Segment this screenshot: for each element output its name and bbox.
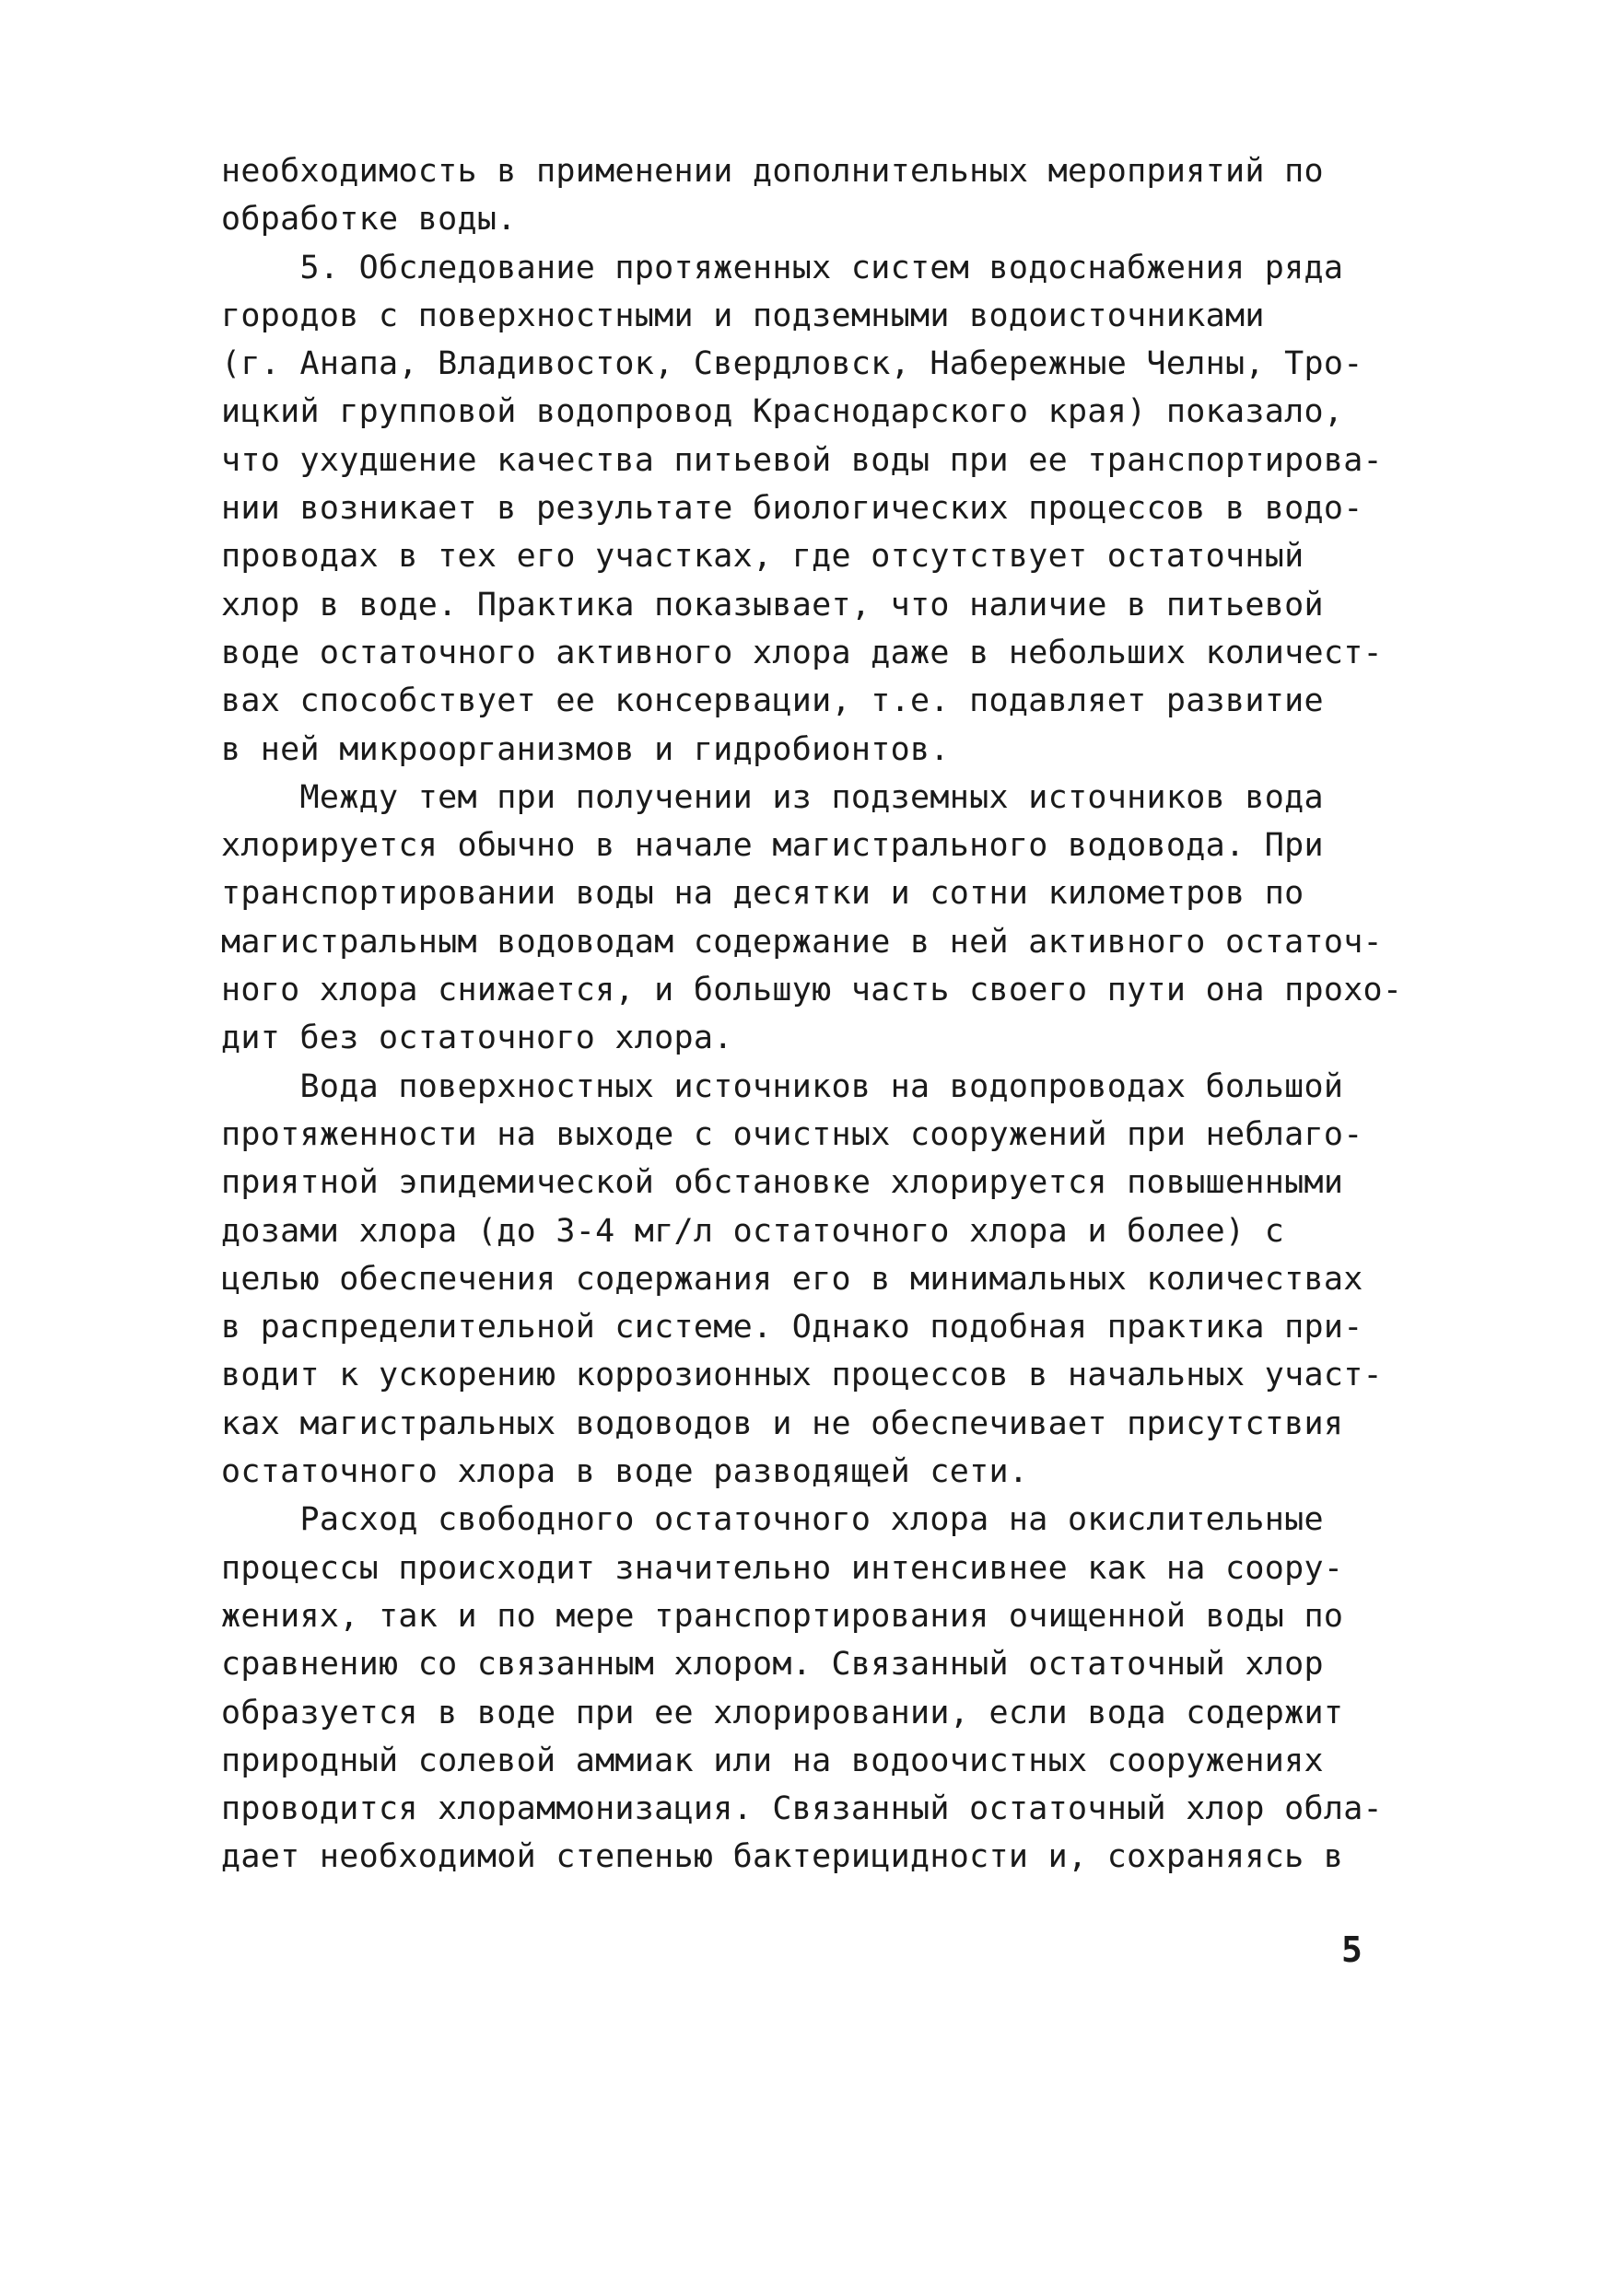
text-line: целью обеспечения содержания его в минимальных количествах xyxy=(221,1260,1363,1298)
text-line: нии возникает в результате биологических процессов в водо- xyxy=(221,490,1363,528)
text-line: сравнению со связанным хлором. Связанный остаточный хлор xyxy=(221,1646,1324,1684)
text-line: хлорируется обычно в начале магистрального водовода. При xyxy=(221,827,1324,865)
text-line: приятной эпидемической обстановке хлорируется повышенными xyxy=(221,1164,1344,1202)
body-text xyxy=(221,147,1456,1882)
text-line: воде остаточного активного хлора даже в небольших количест- xyxy=(221,634,1383,671)
text-line: магистральным водоводам содержание в ней активного остаточ- xyxy=(221,923,1383,961)
text-line: протяженности на выходе с очистных сооружений при неблаго- xyxy=(221,1115,1363,1153)
text-line: процессы происходит значительно интенсивнее как на соору- xyxy=(221,1549,1344,1587)
text-line: (г. Анапа, Владивосток, Свердловск, Набережные Челны, Тро- xyxy=(221,345,1363,383)
text-line: водит к ускорению коррозионных процессов в начальных участ- xyxy=(221,1357,1383,1394)
text-line: транспортировании воды на десятки и сотни километров по xyxy=(221,875,1304,913)
text-line: что ухудшение качества питьевой воды при ее транспортирова- xyxy=(221,441,1383,479)
text-line: необходимость в применении дополнительных мероприятий по xyxy=(221,153,1324,190)
text-line: образуется в воде при ее хлорировании, если вода содержит xyxy=(221,1694,1344,1731)
text-line: Расход свободного остаточного хлора на окислительные xyxy=(221,1501,1324,1539)
text-line: природный солевой аммиак или на водоочистных сооружениях xyxy=(221,1742,1324,1779)
text-line: вах способствует ее консервации, т.е. подавляет развитие xyxy=(221,682,1324,720)
text-line: Вода поверхностных источников на водопроводах большой xyxy=(221,1067,1344,1105)
text-line: в распределительной системе. Однако подобная практика при- xyxy=(221,1309,1363,1346)
text-line: дает необходимой степенью бактерицидности и, сохраняясь в xyxy=(221,1838,1344,1876)
text-line: ицкий групповой водопровод Краснодарского края) показало, xyxy=(221,393,1344,431)
text-line: в ней микроорганизмов и гидробионтов. xyxy=(221,730,950,768)
text-line: ного хлора снижается, и большую часть своего пути она прохо- xyxy=(221,972,1403,1009)
text-line: остаточного хлора в воде разводящей сети. xyxy=(221,1453,1029,1491)
text-line: 5. Обследование протяженных систем водоснабжения ряда xyxy=(221,249,1344,286)
text-line: ках магистральных водоводов и не обеспечивает присутствия xyxy=(221,1404,1344,1442)
text-line: дозами хлора (до 3-4 мг/л остаточного хлора и более) с xyxy=(221,1212,1285,1250)
text-line: проводится хлораммонизация. Связанный остаточный хлор обла- xyxy=(221,1790,1383,1828)
text-line: проводах в тех его участках, где отсутствует остаточный xyxy=(221,538,1304,576)
text-line: Между тем при получении из подземных источников вода xyxy=(221,778,1324,816)
text-line: городов с поверхностными и подземными водоисточниками xyxy=(221,297,1265,334)
text-line: жениях, так и по мере транспортирования очищенной воды по xyxy=(221,1597,1344,1635)
text-line: хлор в воде. Практика показывает, что наличие в питьевой xyxy=(221,586,1324,624)
page-number: 5 xyxy=(1341,1929,1363,1970)
text-line: дит без остаточного хлора. xyxy=(221,1020,733,1057)
text-line: обработке воды. xyxy=(221,201,517,239)
